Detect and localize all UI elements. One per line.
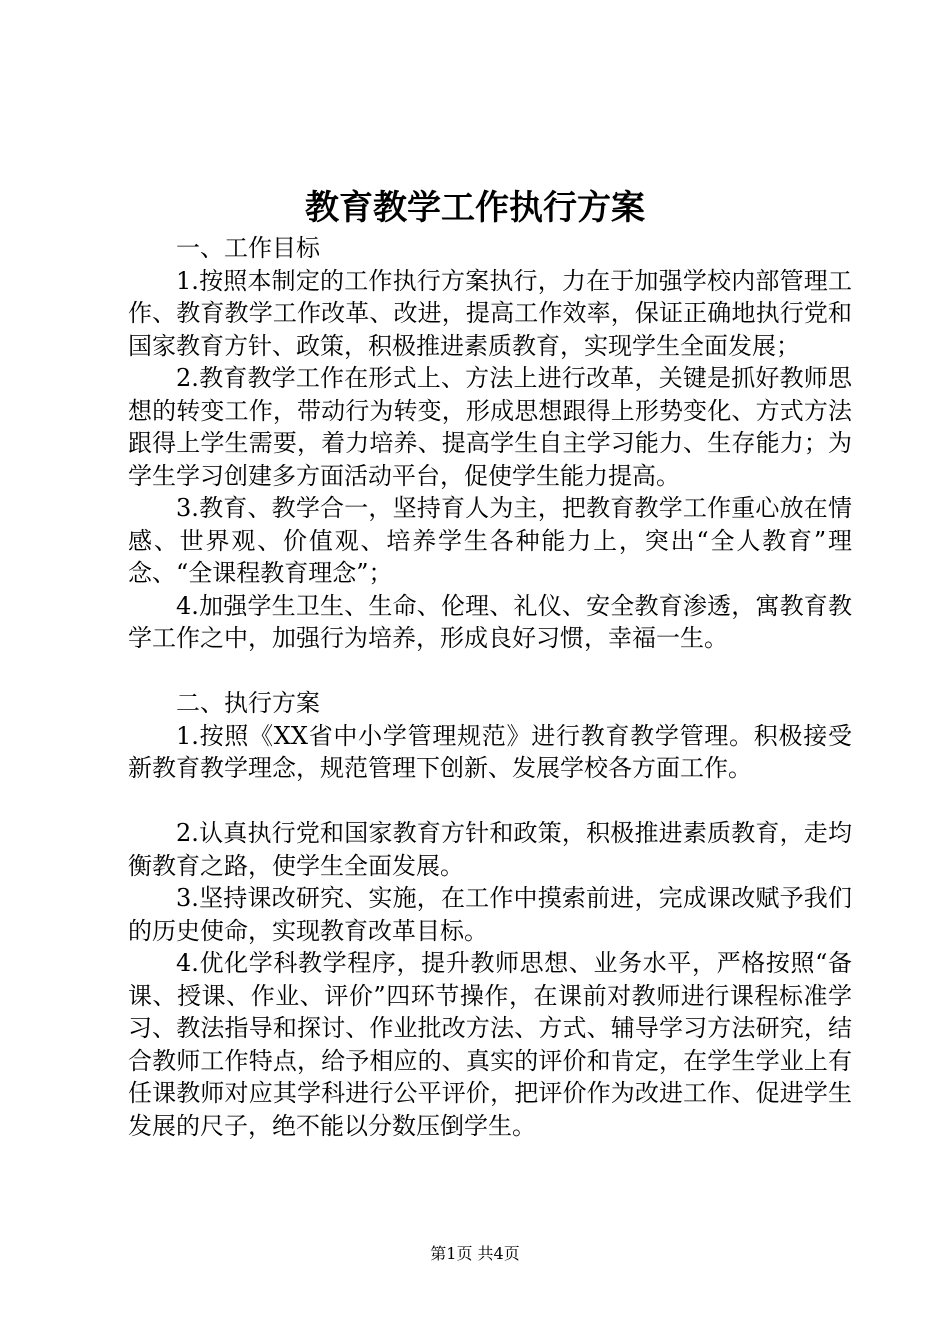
document-body — [128, 232, 852, 1142]
paragraph: 2.教育教学工作在形式上、方法上进行改革，关键是抓好教师思想的转变工作，带动行为转变，形成思想跟得上形势变化、方式方法跟得上学生需要，着力培养、提高学生自主学习能力、生存能力；为学生学习创建多方面活动平台，促使学生能力提高。 — [128, 364, 852, 490]
paragraph: 1.按照《XX省中小学管理规范》进行教育教学管理。积极接受新教育教学理念，规范管理下创新、发展学校各方面工作。 — [128, 721, 852, 782]
section-heading: 一、工作目标 — [176, 234, 320, 262]
paragraph: 4.优化学科教学程序，提升教师思想、业务水平，严格按照“备课、授课、作业、评价”四环节操作，在课前对教师进行课程标准学习、教法指导和探讨、作业批改方法、方式、辅导学习方法研究，结合教师工作特点，给予相应的、真实的评价和肯定，在学生学业上有任课教师对应其学科进行公平评价，把评价作为改进工作、促进学生发展的尺子，绝不能以分数压倒学生。 — [128, 949, 852, 1140]
paragraph: 1.按照本制定的工作执行方案执行，力在于加强学校内部管理工作、教育教学工作改革、改进，提高工作效率，保证正确地执行党和国家教育方针、政策，积极推进素质教育，实现学生全面发展； — [128, 266, 852, 360]
section-heading: 二、执行方案 — [176, 689, 320, 717]
blank-line — [128, 785, 852, 818]
blank-line — [128, 655, 852, 688]
paragraph: 3.教育、教学合一，坚持育人为主，把教育教学工作重心放在情感、世界观、价值观、培养学生各种能力上，突出“全人教育”理念、“全课程教育理念”； — [128, 494, 852, 587]
paragraph: 4.加强学生卫生、生命、伦理、礼仪、安全教育渗透，寓教育教学工作之中，加强行为培养，形成良好习惯，幸福一生。 — [128, 591, 852, 652]
paragraph: 2.认真执行党和国家教育方针和政策，积极推进素质教育，走均衡教育之路，使学生全面发展。 — [128, 819, 852, 880]
page-footer: 第1页 共4页 — [430, 1244, 520, 1263]
document-title: 教育教学工作执行方案 — [305, 188, 645, 228]
paragraph: 3.坚持课改研究、实施，在工作中摸索前进，完成课改赋予我们的历史使命，实现教育改革目标。 — [128, 884, 852, 945]
